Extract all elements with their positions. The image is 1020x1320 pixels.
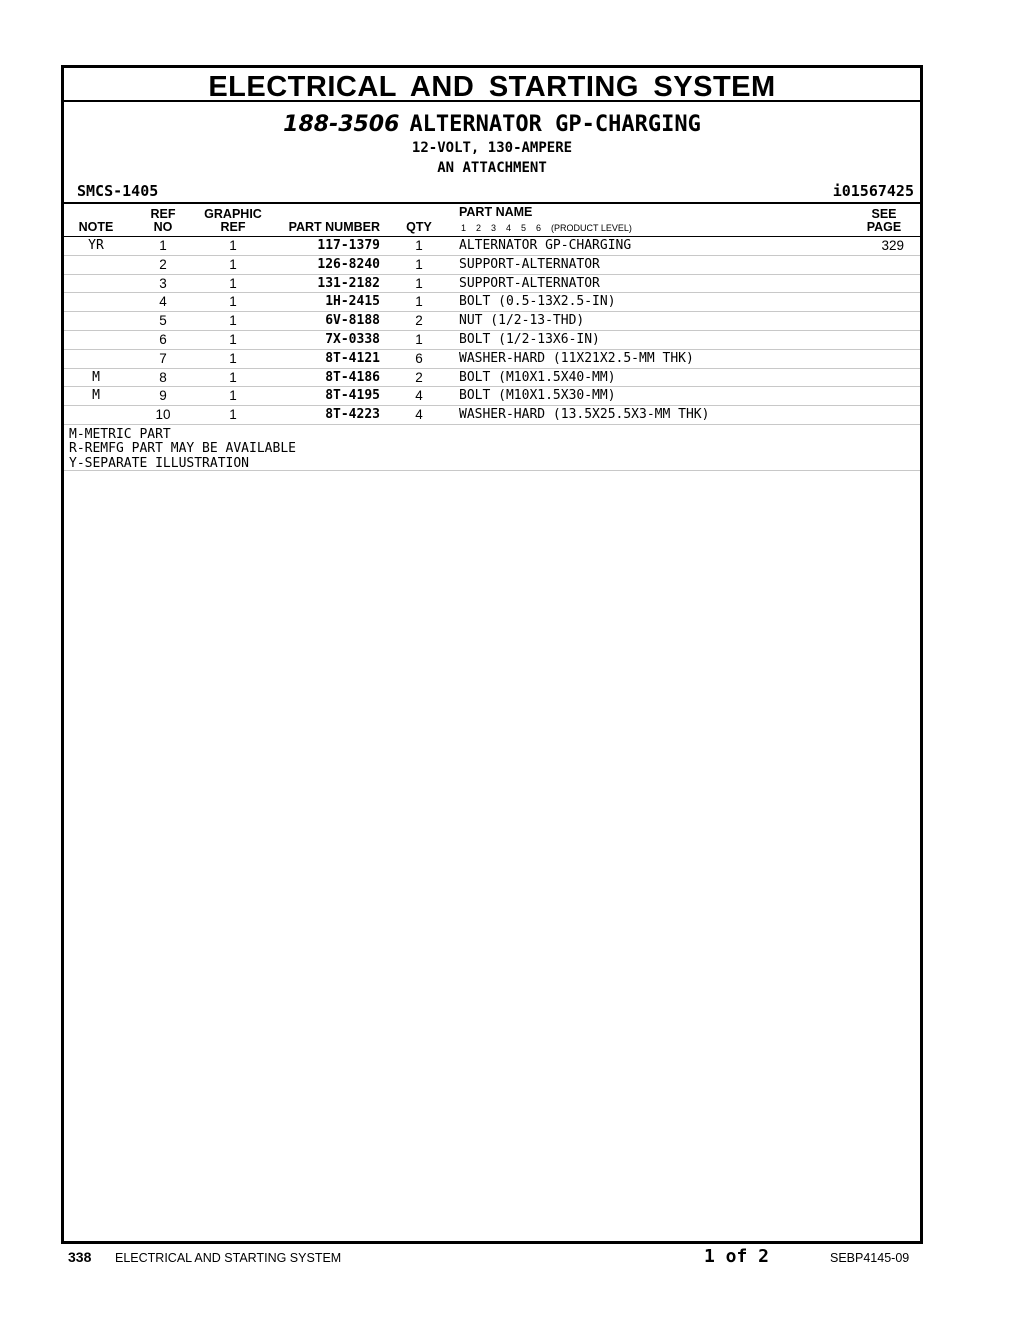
- column-headers: [64, 204, 920, 237]
- row-graphic-ref: 1: [229, 331, 237, 347]
- note-separate-illustration: Y-SEPARATE ILLUSTRATION: [69, 455, 250, 471]
- row-ref-no: 6: [159, 331, 167, 347]
- header-note: NOTE: [78, 220, 114, 234]
- reference-line: [64, 182, 920, 204]
- header-qty: QTY: [406, 220, 432, 234]
- row-ref-no: 9: [159, 388, 167, 404]
- row-part-number: 8T-4223: [325, 407, 380, 423]
- row-part-number: 117-1379: [317, 238, 380, 253]
- illustration-id: i01567425: [832, 182, 914, 200]
- row-qty: 1: [415, 294, 423, 310]
- row-part-number: 8T-4195: [325, 388, 380, 404]
- group-part-number: 188-3506: [283, 112, 400, 137]
- group-subtitle-1: 12-VOLT, 130-AMPERE: [411, 140, 573, 156]
- row-graphic-ref: 1: [229, 275, 237, 291]
- row-graphic-ref: 1: [229, 388, 237, 404]
- row-ref-no: 4: [159, 294, 167, 310]
- row-qty: 1: [415, 238, 423, 253]
- row-note: YR: [88, 238, 104, 253]
- row-qty: 1: [415, 331, 423, 347]
- row-qty: 6: [415, 350, 423, 366]
- row-qty: 2: [415, 313, 423, 329]
- row-graphic-ref: 1: [229, 238, 237, 253]
- row-ref-no: 10: [155, 407, 171, 423]
- page-frame: [61, 65, 923, 1244]
- row-graphic-ref: 1: [229, 369, 237, 385]
- table-row: [64, 331, 920, 350]
- row-part-number: 126-8240: [317, 256, 380, 272]
- row-ref-no: 8: [159, 369, 167, 385]
- header-graphic-top: GRAPHIC: [204, 207, 262, 221]
- footer-page-number: 338: [68, 1249, 92, 1265]
- header-see-bottom: PAGE: [866, 220, 902, 234]
- row-part-name: NUT (1/2-13-THD): [459, 313, 585, 329]
- note-remfg: R-REMFG PART MAY BE AVAILABLE: [69, 441, 296, 457]
- header-graphic-bottom: REF: [220, 220, 246, 234]
- row-graphic-ref: 1: [229, 294, 237, 310]
- row-part-number: 131-2182: [317, 275, 380, 291]
- row-ref-no: 7: [159, 350, 167, 366]
- row-ref-no: 2: [159, 256, 167, 272]
- row-graphic-ref: 1: [229, 407, 237, 423]
- row-graphic-ref: 1: [229, 350, 237, 366]
- footer-page-of: 1 of 2: [704, 1246, 770, 1267]
- row-graphic-ref: 1: [229, 256, 237, 272]
- row-ref-no: 5: [159, 313, 167, 329]
- group-title: [64, 112, 920, 138]
- table-row: [64, 406, 920, 425]
- table-row: [64, 275, 920, 294]
- parts-table-body: [64, 237, 920, 425]
- row-note: M: [92, 388, 100, 404]
- row-part-name: BOLT (0.5-13X2.5-IN): [459, 294, 616, 310]
- footer-doc-number: SEBP4145-09: [830, 1251, 910, 1265]
- header-see-top: SEE: [871, 207, 897, 221]
- row-qty: 1: [415, 275, 423, 291]
- note-metric: M-METRIC PART: [69, 426, 171, 442]
- table-row: [64, 312, 920, 331]
- row-part-name: WASHER-HARD (13.5X25.5X3-MM THK): [459, 407, 710, 423]
- header-part-number: PART NUMBER: [288, 220, 380, 234]
- section-title: ELECTRICAL AND STARTING SYSTEM: [64, 68, 920, 102]
- row-qty: 4: [415, 407, 423, 423]
- row-part-name: BOLT (1/2-13X6-IN): [459, 331, 600, 347]
- row-graphic-ref: 1: [229, 313, 237, 329]
- table-row: [64, 350, 920, 369]
- row-part-name: ALTERNATOR GP-CHARGING: [459, 238, 632, 253]
- header-ref-bottom: NO: [153, 220, 173, 234]
- row-part-name: BOLT (M10X1.5X40-MM): [459, 369, 616, 385]
- table-row: [64, 237, 920, 256]
- group-subtitle-2: AN ATTACHMENT: [437, 160, 547, 176]
- row-qty: 4: [415, 388, 423, 404]
- header-ref-top: REF: [150, 207, 176, 221]
- notes-legend: [64, 425, 920, 471]
- table-row: [64, 387, 920, 406]
- row-part-name: WASHER-HARD (11X21X2.5-MM THK): [459, 350, 694, 366]
- table-row: [64, 256, 920, 275]
- smcs-code: SMCS-1405: [77, 182, 159, 200]
- group-name: ALTERNATOR GP-CHARGING: [409, 112, 701, 137]
- page-footer: [68, 1246, 918, 1270]
- footer-section: ELECTRICAL AND STARTING SYSTEM: [115, 1251, 342, 1265]
- row-part-name: SUPPORT-ALTERNATOR: [459, 275, 600, 291]
- table-row: [64, 369, 920, 388]
- row-see-page: 329: [881, 238, 904, 253]
- table-row: [64, 293, 920, 312]
- row-qty: 1: [415, 256, 423, 272]
- row-qty: 2: [415, 369, 423, 385]
- row-part-number: 7X-0338: [325, 331, 380, 347]
- header-part-name: PART NAME: [459, 205, 533, 219]
- row-ref-no: 3: [159, 275, 167, 291]
- row-part-number: 8T-4186: [325, 369, 380, 385]
- row-ref-no: 1: [159, 238, 167, 253]
- header-product-level: 1 2 3 4 5 6 (PRODUCT LEVEL): [461, 223, 632, 233]
- row-part-number: 6V-8188: [325, 313, 380, 329]
- row-part-name: SUPPORT-ALTERNATOR: [459, 256, 600, 272]
- row-part-number: 1H-2415: [325, 294, 380, 310]
- row-part-number: 8T-4121: [325, 350, 380, 366]
- row-note: M: [92, 369, 100, 385]
- row-part-name: BOLT (M10X1.5X30-MM): [459, 388, 616, 404]
